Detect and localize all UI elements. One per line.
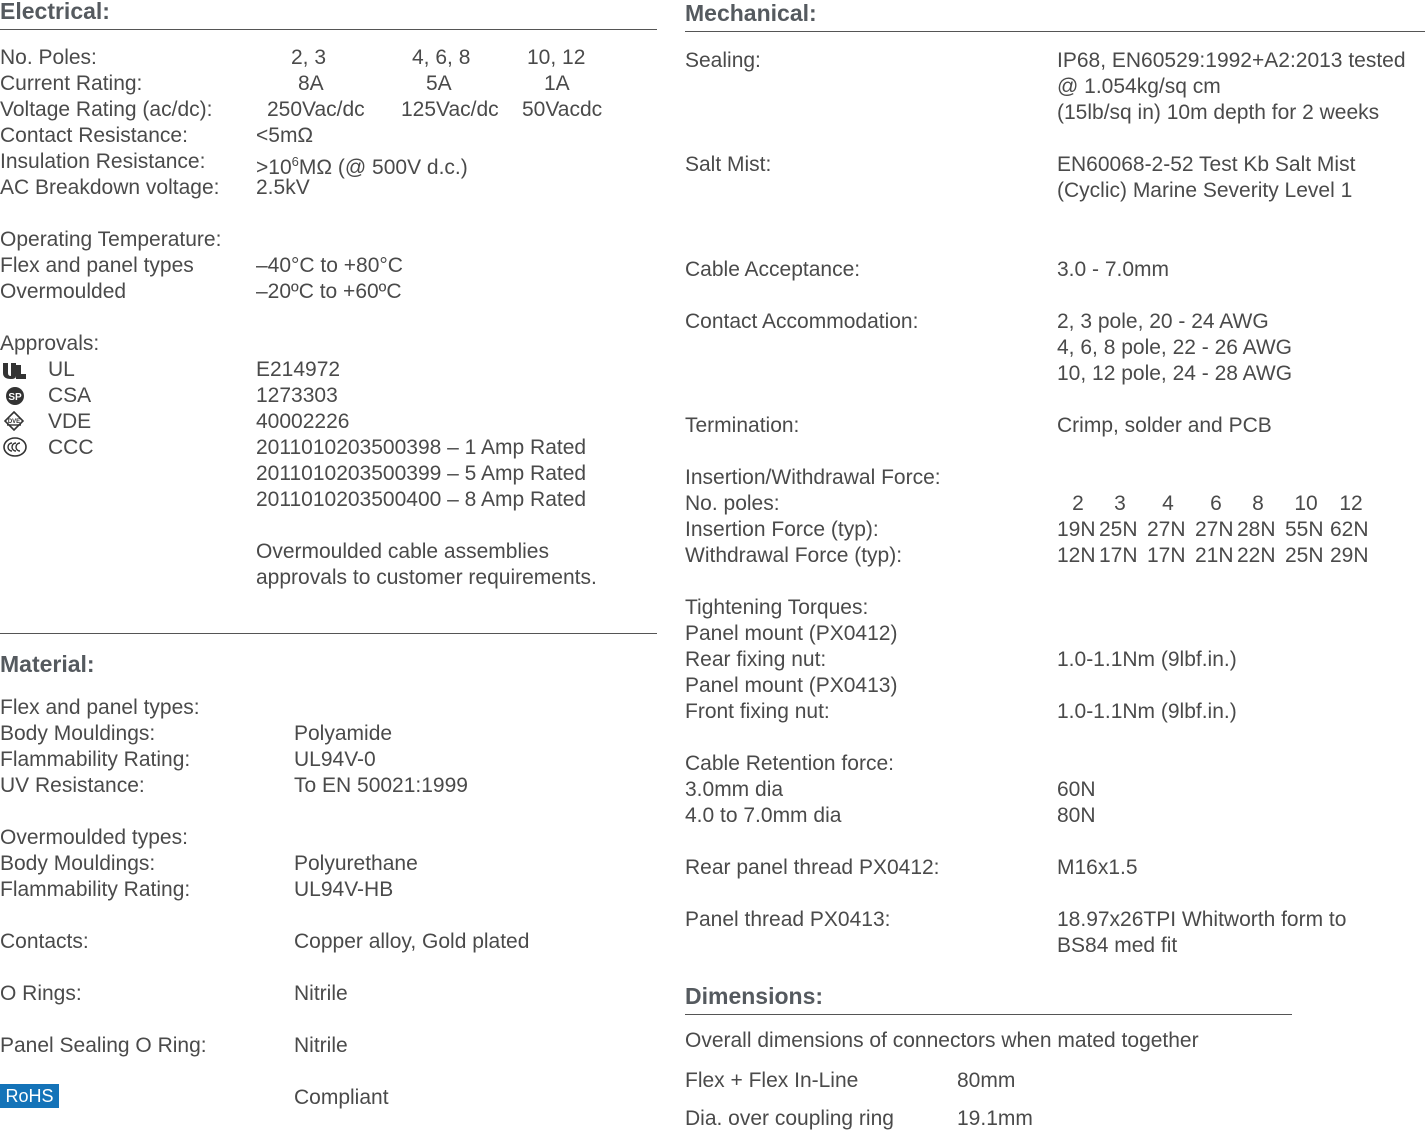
material-value: To EN 50021:1999 — [294, 774, 468, 797]
termination-label: Termination: — [685, 414, 800, 437]
contacts-label: Contacts: — [0, 930, 89, 953]
withdrawal-cell: 25N — [1285, 544, 1324, 567]
op-temp-label: Operating Temperature: — [0, 228, 222, 251]
csa-mark-icon — [5, 386, 25, 406]
current-value: 1A — [544, 72, 570, 95]
poles-value: 10, 12 — [527, 46, 586, 69]
section-divider — [0, 633, 657, 634]
approval-value: 40002226 — [256, 410, 350, 433]
approval-name: VDE — [48, 410, 92, 433]
panel-mount-px0413-label: Panel mount (PX0413) — [685, 674, 898, 697]
material-overmoulded-label: Overmoulded types: — [0, 826, 188, 849]
insertion-cell: 27N — [1147, 518, 1186, 541]
material-label: Flammability Rating: — [0, 748, 191, 771]
withdrawal-cell: 29N — [1330, 544, 1369, 567]
approval-name: CCC — [48, 436, 94, 459]
insulation-exponent: 6 — [291, 154, 299, 169]
current-value: 8A — [298, 72, 324, 95]
insertion-cell: 19N — [1057, 518, 1096, 541]
voltage-value: 250Vac/dc — [267, 98, 365, 121]
torque-label: Tightening Torques: — [685, 596, 869, 619]
cable-acceptance-label: Cable Acceptance: — [685, 258, 861, 281]
material-value: Polyurethane — [294, 852, 418, 875]
approvals-label: Approvals: — [0, 332, 100, 355]
panel-oring-value: Nitrile — [294, 1034, 348, 1057]
rohs-badge: RoHS — [0, 1084, 59, 1108]
front-nut-value: 1.0-1.1Nm (9lbf.in.) — [1057, 700, 1237, 723]
retention-row-value: 60N — [1057, 778, 1096, 801]
mechanical-rule — [685, 31, 1425, 32]
electrical-heading: Electrical: — [0, 0, 110, 24]
orings-label: O Rings: — [0, 982, 82, 1005]
material-flex-label: Flex and panel types: — [0, 696, 200, 719]
rear-thread-value: M16x1.5 — [1057, 856, 1138, 879]
retention-row-label: 4.0 to 7.0mm dia — [685, 804, 842, 827]
approval-name: CSA — [48, 384, 92, 407]
material-value: UL94V-0 — [294, 748, 376, 771]
contact-accommodation-value: 4, 6, 8 pole, 22 - 26 AWG — [1057, 336, 1293, 359]
cable-acceptance-value: 3.0 - 7.0mm — [1057, 258, 1170, 281]
withdrawal-cell: 12N — [1057, 544, 1096, 567]
iw-poles-label: No. poles: — [685, 492, 780, 515]
retention-label: Cable Retention force: — [685, 752, 894, 775]
approval-value: 201101020350039​8 – 1 Amp Rated — [256, 436, 587, 459]
flex-panel-temp-value: –40°C to +80°C — [256, 254, 403, 277]
flex-panel-temp-label: Flex and panel types — [0, 254, 194, 277]
insertion-label: Insertion Force (typ): — [685, 518, 879, 541]
withdrawal-cell: 17N — [1099, 544, 1138, 567]
approval-value: E214972 — [256, 358, 341, 381]
panel-thread-value: BS84 med fit — [1057, 934, 1178, 957]
svg-text:DVE: DVE — [7, 419, 21, 425]
withdrawal-cell: 21N — [1195, 544, 1234, 567]
svg-text:SP: SP — [8, 392, 22, 403]
salt-value: (Cyclic) Marine Severity Level 1 — [1057, 179, 1353, 202]
material-value: UL94V-HB — [294, 878, 394, 901]
withdrawal-cell: 17N — [1147, 544, 1186, 567]
dimensions-heading: Dimensions: — [685, 983, 824, 1009]
termination-value: Crimp, solder and PCB — [1057, 414, 1272, 437]
contact-accommodation-value: 2, 3 pole, 20 - 24 AWG — [1057, 310, 1269, 333]
contact-resistance-value: <5mΩ — [256, 124, 314, 147]
panel-mount-px0412-label: Panel mount (PX0412) — [685, 622, 898, 645]
insertion-cell: 27N — [1195, 518, 1234, 541]
rohs-value: Compliant — [294, 1086, 389, 1109]
contact-resistance-label: Contact Resistance: — [0, 124, 188, 147]
poles-label: No. Poles: — [0, 46, 97, 69]
front-nut-label: Front fixing nut: — [685, 700, 830, 723]
material-label: Flammability Rating: — [0, 878, 191, 901]
approval-name: UL — [48, 358, 75, 381]
insulation-label: Insulation Resistance: — [0, 150, 206, 173]
ul-mark-icon — [2, 360, 28, 380]
voltage-value: 125Vac/dc — [401, 98, 499, 121]
dimensions-intro: Overall dimensions of connectors when mated together — [685, 1029, 1199, 1052]
retention-row-label: 3.0mm dia — [685, 778, 784, 801]
material-value: Polyamide — [294, 722, 393, 745]
withdrawal-label: Withdrawal Force (typ): — [685, 544, 903, 567]
iw-poles-cell: 6 — [1210, 492, 1222, 515]
approval-value: 2011010203500400 – 8 Amp Rated — [256, 488, 587, 511]
salt-label: Salt Mist: — [685, 153, 772, 176]
voltage-value: 50Vacdc — [522, 98, 603, 121]
salt-value: EN60068-2-52 Test Kb Salt Mist — [1057, 153, 1356, 176]
iw-poles-cell: 8 — [1252, 492, 1264, 515]
electrical-rule — [0, 29, 657, 30]
voltage-label: Voltage Rating (ac/dc): — [0, 98, 213, 121]
panel-oring-label: Panel Sealing O Ring: — [0, 1034, 207, 1057]
material-label: Body Mouldings: — [0, 852, 156, 875]
sealing-value: (15lb/sq in) 10m depth for 2 weeks — [1057, 101, 1380, 124]
sealing-value: IP68, EN60529:1992+A2:2013 tested — [1057, 49, 1406, 72]
ccc-mark-icon — [3, 437, 27, 457]
material-heading: Material: — [0, 651, 95, 677]
approvals-note: Overmoulded cable assemblies — [256, 540, 549, 563]
ac-breakdown-label: AC Breakdown voltage: — [0, 176, 220, 199]
dimensions-rule — [685, 1014, 1292, 1015]
insulation-base: >10 — [256, 156, 292, 179]
material-label: UV Resistance: — [0, 774, 145, 797]
approval-value: 1273303 — [256, 384, 338, 407]
vde-mark-icon — [4, 411, 24, 431]
ac-breakdown-value: 2.5kV — [256, 176, 310, 199]
rear-thread-label: Rear panel thread PX0412: — [685, 856, 940, 879]
overmoulded-temp-label: Overmoulded — [0, 280, 127, 303]
iw-poles-cell: 3 — [1114, 492, 1126, 515]
contact-accommodation-label: Contact Accommodation: — [685, 310, 919, 333]
insertion-cell: 28N — [1237, 518, 1276, 541]
current-label: Current Rating: — [0, 72, 143, 95]
retention-row-value: 80N — [1057, 804, 1096, 827]
approval-value: 2011010203500399 – 5 Amp Rated — [256, 462, 587, 485]
contact-accommodation-value: 10, 12 pole, 24 - 28 AWG — [1057, 362, 1293, 385]
sealing-value: @ 1.054kg/sq cm — [1057, 75, 1221, 98]
dimension-label: Dia. over coupling ring — [685, 1107, 894, 1130]
iw-poles-cell: 4 — [1162, 492, 1174, 515]
iw-poles-cell: 12 — [1339, 492, 1363, 515]
poles-value: 4, 6, 8 — [412, 46, 471, 69]
material-label: Body Mouldings: — [0, 722, 156, 745]
insertion-cell: 25N — [1099, 518, 1138, 541]
dimension-value: 80mm — [957, 1069, 1016, 1092]
dimension-value: 19.1mm — [957, 1107, 1033, 1130]
withdrawal-cell: 22N — [1237, 544, 1276, 567]
poles-value: 2, 3 — [291, 46, 327, 69]
current-value: 5A — [426, 72, 452, 95]
panel-thread-label: Panel thread PX0413: — [685, 908, 891, 931]
insertion-cell: 55N — [1285, 518, 1324, 541]
rear-nut-label: Rear fixing nut: — [685, 648, 827, 671]
orings-value: Nitrile — [294, 982, 348, 1005]
iw-poles-cell: 10 — [1294, 492, 1318, 515]
insertion-cell: 62N — [1330, 518, 1369, 541]
iw-poles-cell: 2 — [1072, 492, 1084, 515]
sealing-label: Sealing: — [685, 49, 761, 72]
panel-thread-value: 18.97x26TPI Whitworth form to — [1057, 908, 1347, 931]
overmoulded-temp-value: –20ºC to +60ºC — [256, 280, 402, 303]
rear-nut-value: 1.0-1.1Nm (9lbf.in.) — [1057, 648, 1237, 671]
mechanical-heading: Mechanical: — [685, 0, 817, 26]
iw-force-label: Insertion/Withdrawal Force: — [685, 466, 941, 489]
approvals-note: approvals to customer requirements. — [256, 566, 597, 589]
contacts-value: Copper alloy, Gold plated — [294, 930, 530, 953]
dimension-label: Flex + Flex In-Line — [685, 1069, 859, 1092]
insulation-unit: MΩ (@ 500V d.c.) — [298, 156, 468, 179]
